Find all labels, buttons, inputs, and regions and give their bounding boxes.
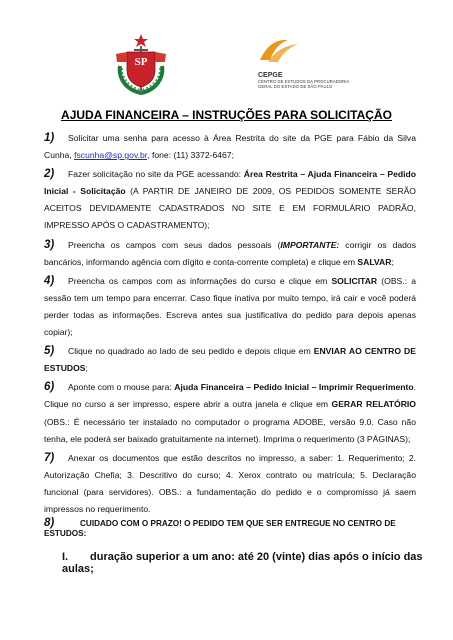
cepge-subtitle-line-2: GERAL DO ESTADO DE SÃO PAULO (258, 84, 333, 89)
instruction-2: 2) Fazer solicitação no site da PGE acessando: Área Restrita – Ajuda Financeira – Pedido Inicial - Solicitação (A PARTIR DE JANEIRO DE 2009, OS PEDIDOS SOMENTE SERÃO ACEITOS DEVIDAMENTE CADASTRADOS NO SITE E EM FORMULÁRIO PADRÃO, IMPRESSO APÓS O CADASTRAMENTO); (44, 168, 416, 231)
instruction-3: 3) Preencha os campos com seus dados pessoais (IMPORTANTE: corrigir os dados bancários, informando agência com dígito e conta-corrente completa) e clique em SALVAR; (44, 238, 416, 267)
roman-numeral: I. (62, 551, 69, 563)
instruction-number: 8) (44, 517, 55, 529)
document-title: AJUDA FINANCEIRA – INSTRUÇÕES PARA SOLICITAÇÃO (61, 108, 392, 122)
instruction-number: 1) (44, 132, 55, 144)
instruction-5: 5) Clique no quadrado ao lado de seu pedido e depois clique em ENVIAR AO CENTRO DE ESTUDOS; (44, 345, 416, 374)
instruction-number: 5) (44, 345, 55, 358)
instruction-7: 7) Anexar os documentos que estão descritos no impresso, a saber: 1. Requerimento; 2. Autorização Chefia; 3. Descritivo do curso; 4. Xerox contrato ou matrícula; 5. Declaração funcional (para servidores). OBS.: a fundamentação do pedido e o compromisso já saem impressos no requerimento. (44, 451, 416, 514)
instructions-body (44, 130, 416, 520)
instruction-number: 7) (44, 451, 55, 464)
instruction-6: 6) Aponte com o mouse para: Ajuda Financeira – Pedido Inicial – Imprimir Requerimento. Clique no curso a ser impresso, espere abrir a outra janela e clique em GERAR RELATÓRIO (OBS.: É necessário ter instalado no computador o programa ADOBE, versão 9.0. Caso não tenha, ele poderá ser baixado gratuitamente na internet). Imprima o requerimento (3 PÁGINAS); (44, 381, 416, 444)
instruction-4: 4) Preencha os campos com as informações do curso e clique em SOLICITAR (OBS.: a sessão tem um tempo para encerrar. Caso fique inativa por muito tempo, irá cair e você poderá perder todas as informações. Escreva antes sua justificativa do pedido para depois apenas copiar); (44, 274, 416, 338)
cepge-subtitle-line-1: CENTRO DE ESTUDOS DA PROCURADORIA (258, 79, 350, 84)
cepge-logo (258, 36, 373, 102)
instruction-number: 4) (44, 274, 55, 287)
cepge-emblem-icon (258, 36, 300, 66)
instruction-number: 2) (44, 168, 55, 181)
email-link[interactable]: fscunha@sp.gov.br (74, 150, 148, 161)
deadline-item-1: I. duração superior a um ano: até 20 (vinte) dias após o início das aulas; (62, 551, 423, 575)
instruction-1: 1) Solicitar uma senha para acesso à Área Restrita do site da PGE para Fábio da Silva Cunha, fscunha@sp.gov.br, fone: (11) 3372-6467; (44, 132, 416, 161)
seal-letters: SP (134, 56, 148, 68)
instruction-number: 6) (44, 381, 55, 394)
cepge-title: CEPGE (258, 72, 283, 79)
instruction-8: 8) CUIDADO COM O PRAZO! O PEDIDO TEM QUE SER ENTREGUE NO CENTRO DE ESTUDOS: (44, 517, 396, 538)
instruction-number: 3) (44, 238, 55, 251)
